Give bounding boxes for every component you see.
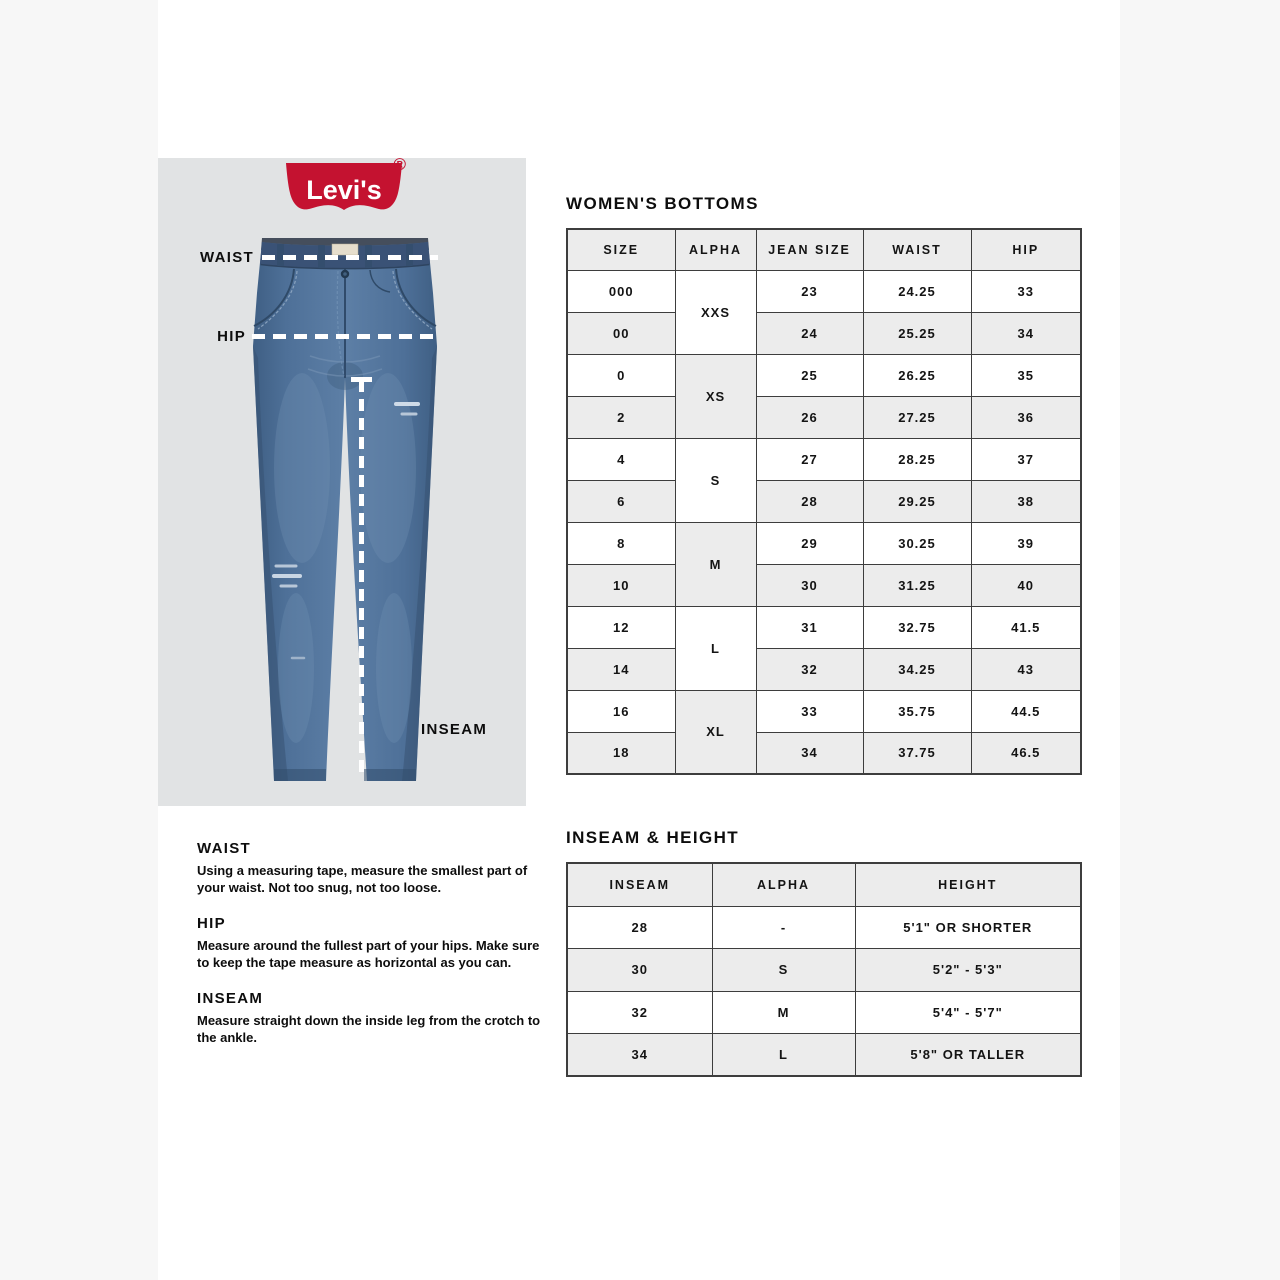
measuring-instructions: [197, 840, 543, 1065]
jean-size-cell: 32: [756, 648, 863, 690]
alpha-header: ALPHA: [675, 229, 756, 270]
table-row: [567, 949, 1081, 992]
inseam-cell: 30: [567, 949, 712, 992]
waist-cell: 34.25: [863, 648, 971, 690]
alpha-cell: M: [712, 991, 855, 1034]
jean-size-cell: 29: [756, 522, 863, 564]
table-row: [567, 648, 1081, 690]
hip-cell: 44.5: [971, 690, 1081, 732]
hip-instruction-body: Measure around the fullest part of your hips. Make sure to keep the tape measure as horizontal as you can.: [197, 938, 540, 970]
size-cell: 00: [567, 312, 675, 354]
height-cell: 5'4" - 5'7": [855, 991, 1081, 1034]
table-header-row: [567, 863, 1081, 906]
inseam-instruction: [197, 990, 543, 1046]
jean-size-cell: 34: [756, 732, 863, 774]
alpha-cell: XL: [675, 690, 756, 774]
hip-cell: 35: [971, 354, 1081, 396]
hip-cell: 43: [971, 648, 1081, 690]
alpha-cell: L: [712, 1034, 855, 1077]
size-cell: 8: [567, 522, 675, 564]
jean-size-cell: 26: [756, 396, 863, 438]
table-row: [567, 1034, 1081, 1077]
size-cell: 2: [567, 396, 675, 438]
inseam-height-title: INSEAM & HEIGHT: [566, 828, 740, 847]
waist-cell: 28.25: [863, 438, 971, 480]
jean-size-cell: 25: [756, 354, 863, 396]
jean-size-cell: 24: [756, 312, 863, 354]
table-row: [567, 732, 1081, 774]
hip-cell: 36: [971, 396, 1081, 438]
hip-cell: 38: [971, 480, 1081, 522]
hip-cell: 34: [971, 312, 1081, 354]
levis-logo: [285, 155, 406, 219]
waist-instruction: [197, 840, 543, 896]
size-cell: 0: [567, 354, 675, 396]
hip-cell: 40: [971, 564, 1081, 606]
womens-bottoms-title: WOMEN'S BOTTOMS: [566, 194, 759, 213]
height-cell: 5'2" - 5'3": [855, 949, 1081, 992]
inseam-diagram-label: INSEAM: [421, 721, 488, 738]
inseam-instruction-heading: INSEAM: [197, 990, 264, 1007]
inseam-cell: 28: [567, 906, 712, 949]
alpha-cell: M: [675, 522, 756, 606]
levis-wordmark: Levi's: [306, 175, 382, 205]
size-header: SIZE: [567, 229, 675, 270]
waist-cell: 27.25: [863, 396, 971, 438]
size-cell: 000: [567, 270, 675, 312]
alpha-cell: S: [675, 438, 756, 522]
alpha-cell: L: [675, 606, 756, 690]
jean-size-header: JEAN SIZE: [756, 229, 863, 270]
waist-cell: 26.25: [863, 354, 971, 396]
size-cell: 10: [567, 564, 675, 606]
height-header: HEIGHT: [855, 863, 1081, 906]
jean-size-cell: 28: [756, 480, 863, 522]
jean-size-cell: 31: [756, 606, 863, 648]
inseam-header: INSEAM: [567, 863, 712, 906]
hip-cell: 39: [971, 522, 1081, 564]
hip-measure-line: [252, 334, 440, 339]
waist-cell: 35.75: [863, 690, 971, 732]
height-cell: 5'8" OR TALLER: [855, 1034, 1081, 1077]
levis-batwing-icon: [285, 163, 403, 217]
womens-bottoms-section: [566, 194, 1082, 775]
hip-cell: 33: [971, 270, 1081, 312]
hip-cell: 37: [971, 438, 1081, 480]
hip-instruction: [197, 915, 543, 971]
waist-measure-line: [262, 255, 438, 260]
hip-diagram-label: HIP: [217, 328, 246, 345]
table-row: [567, 312, 1081, 354]
waist-cell: 30.25: [863, 522, 971, 564]
alpha-cell: XXS: [675, 270, 756, 354]
inseam-height-table: [566, 862, 1082, 1077]
waist-cell: 24.25: [863, 270, 971, 312]
waist-cell: 25.25: [863, 312, 971, 354]
registered-trademark: ®: [393, 155, 406, 174]
size-cell: 16: [567, 690, 675, 732]
measurement-diagram-panel: [158, 155, 526, 806]
size-cell: 18: [567, 732, 675, 774]
jean-size-cell: 23: [756, 270, 863, 312]
waist-cell: 37.75: [863, 732, 971, 774]
waist-diagram-label: WAIST: [200, 249, 254, 266]
size-cell: 6: [567, 480, 675, 522]
table-row: [567, 438, 1081, 480]
size-cell: 14: [567, 648, 675, 690]
table-row: [567, 522, 1081, 564]
hip-cell: 46.5: [971, 732, 1081, 774]
alpha-cell: S: [712, 949, 855, 992]
table-row: [567, 690, 1081, 732]
waist-header: WAIST: [863, 229, 971, 270]
alpha-cell: XS: [675, 354, 756, 438]
table-row: [567, 906, 1081, 949]
size-cell: 12: [567, 606, 675, 648]
jeans-illustration: [250, 238, 440, 784]
hip-header: HIP: [971, 229, 1081, 270]
hip-cell: 41.5: [971, 606, 1081, 648]
jean-size-cell: 30: [756, 564, 863, 606]
waist-instruction-body: Using a measuring tape, measure the smallest part of your waist. Not too snug, not too loose.: [197, 863, 528, 895]
table-row: [567, 480, 1081, 522]
size-cell: 4: [567, 438, 675, 480]
hip-instruction-heading: HIP: [197, 915, 226, 932]
jean-size-cell: 33: [756, 690, 863, 732]
waist-cell: 32.75: [863, 606, 971, 648]
inseam-measure-line: [359, 380, 364, 772]
table-row: [567, 396, 1081, 438]
table-row: [567, 354, 1081, 396]
table-row: [567, 564, 1081, 606]
waist-instruction-heading: WAIST: [197, 840, 251, 857]
inseam-instruction-body: Measure straight down the inside leg from the crotch to the ankle.: [197, 1013, 541, 1045]
alpha-cell: -: [712, 906, 855, 949]
alpha-header: ALPHA: [712, 863, 855, 906]
inseam-height-section: [566, 828, 1082, 1077]
height-cell: 5'1" OR SHORTER: [855, 906, 1081, 949]
womens-bottoms-table: [566, 228, 1082, 775]
jean-size-cell: 27: [756, 438, 863, 480]
table-header-row: [567, 229, 1081, 270]
inseam-cell: 32: [567, 991, 712, 1034]
table-row: [567, 270, 1081, 312]
waist-cell: 29.25: [863, 480, 971, 522]
table-row: [567, 991, 1081, 1034]
inseam-cell: 34: [567, 1034, 712, 1077]
table-row: [567, 606, 1081, 648]
waist-cell: 31.25: [863, 564, 971, 606]
